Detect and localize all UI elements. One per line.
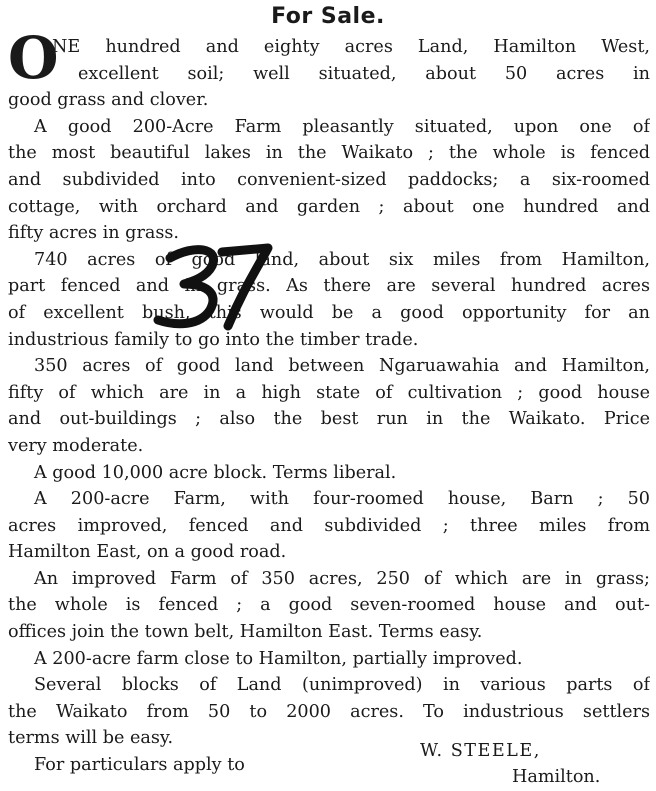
text-line: good grass and clover. [8, 90, 209, 111]
text-line: the whole is fenced ; a good seven-roomed house and out- [8, 595, 650, 616]
text-line: industrious family to go into the timber trade. [8, 329, 419, 350]
drop-cap-letter: O [8, 24, 59, 92]
advertisement-title: For Sale. [271, 4, 385, 29]
text-line: For particulars apply to [34, 755, 245, 776]
signature-name: W. STEELE, [420, 741, 541, 761]
paragraph-improved-farm-350 [8, 566, 650, 646]
paragraph-740-acres [8, 247, 650, 353]
paragraph-land-hamilton-west [8, 34, 650, 114]
text-line: and subdivided into convenient-sized paddocks; a six-roomed [8, 169, 650, 190]
text-line: A 200-acre farm close to Hamilton, partially improved. [34, 648, 523, 669]
paragraph-350-acres-ngaruawahia [8, 353, 650, 459]
text-line: fifty of which are in a high state of cultivation ; good house [8, 382, 650, 403]
text-line: of excellent bush, this would be a good opportunity for an [8, 302, 650, 323]
text-line: fifty acres in grass. [8, 223, 179, 244]
text-line: very moderate. [8, 435, 144, 456]
paragraph-200-acre-farm-house [8, 486, 650, 566]
text-line: An improved Farm of 350 acres, 250 of which are in grass; [34, 568, 650, 589]
paragraph-200-acre-close [8, 646, 650, 673]
text-line: Hamilton East, on a good road. [8, 542, 287, 563]
text-line: cottage, with orchard and garden ; about one hundred and [8, 196, 650, 217]
text-line: offices join the town belt, Hamilton East. Terms easy. [8, 622, 483, 643]
text-line: the Waikato from 50 to 2000 acres. To industrious settlers [8, 701, 650, 722]
text-line: the most beautiful lakes in the Waikato ; the whole is fenced [8, 143, 650, 164]
paragraph-10000-acre-block [8, 460, 650, 487]
signature-place: Hamilton. [512, 767, 601, 787]
advertisement-body [8, 34, 650, 779]
text-line: A 200-acre Farm, with four-roomed house, Barn ; 50 [34, 489, 650, 510]
text-line: acres improved, fenced and subdivided ; three miles from [8, 515, 650, 536]
text-line: A good 200-Acre Farm pleasantly situated, upon one of [34, 116, 650, 137]
text-line: 350 acres of good land between Ngaruawahia and Hamilton, [34, 356, 650, 377]
text-line: terms will be easy. [8, 728, 174, 749]
text-line: excellent soil; well situated, about 50 acres in [78, 63, 650, 84]
text-line: and out-buildings ; also the best run in the Waikato. Price [8, 409, 650, 430]
text-line: part fenced and in grass. As there are several hundred acres [8, 276, 650, 297]
text-line: 740 acres of good land, about six miles from Hamilton, [34, 249, 650, 270]
text-line: A good 10,000 acre block. Terms liberal. [34, 462, 397, 483]
text-line: Several blocks of Land (unimproved) in various parts of [34, 675, 650, 696]
paragraph-200-acre-farm-lake [8, 114, 650, 247]
text-line: NE hundred and eighty acres Land, Hamilton West, [52, 37, 650, 57]
